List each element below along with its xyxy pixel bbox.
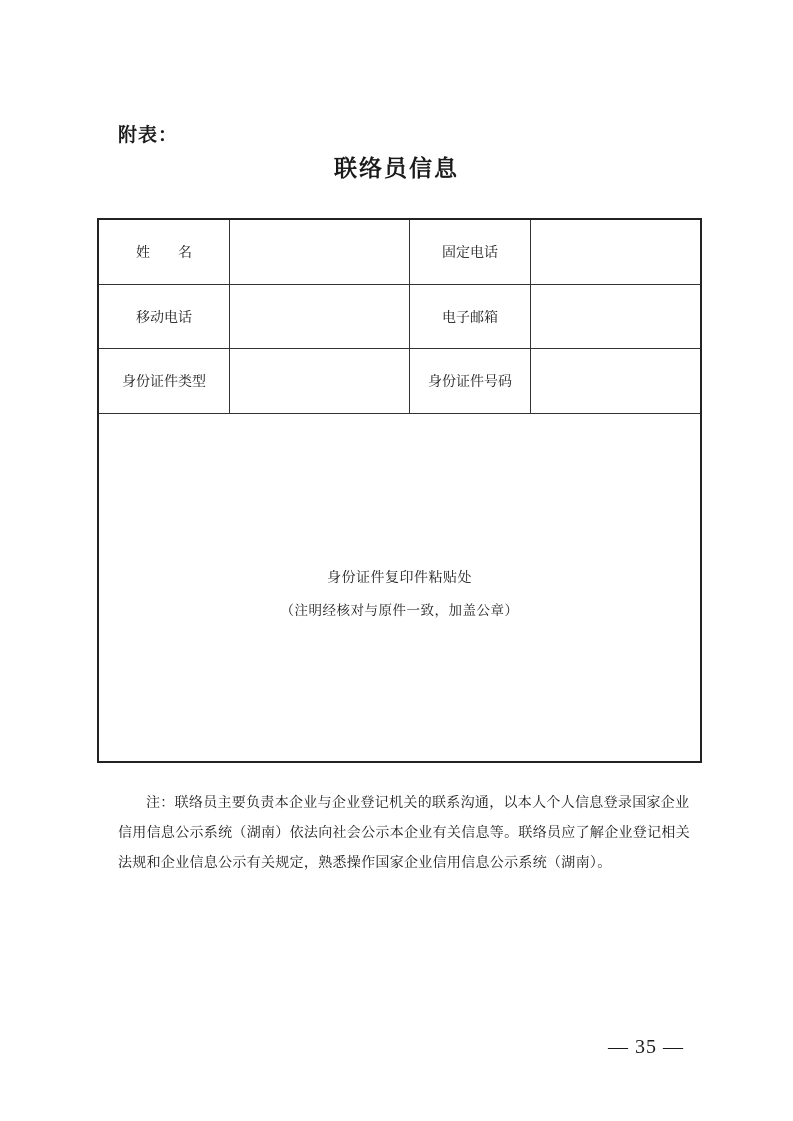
name-field[interactable] [230,220,410,284]
form-row-contact [99,284,700,349]
contact-info-form [97,218,702,763]
id-copy-paste-area [99,413,700,761]
landline-field[interactable] [531,220,700,284]
mobile-field[interactable] [230,285,410,349]
footnote [118,788,698,878]
id-number-field[interactable] [531,349,700,413]
paste-area-label: 身份证件复印件粘贴处 [327,570,472,586]
landline-label: 固定电话 [410,220,531,284]
form-row-id [99,348,700,414]
footnote-line: 信用信息公示系统（湖南）依法向社会公示本企业有关信息等。联络员应了解企业登记相关 [118,825,690,841]
id-type-label: 身份证件类型 [99,349,230,413]
mobile-label: 移动电话 [99,285,230,349]
email-label: 电子邮箱 [410,285,531,349]
page-number: — 35 — [608,1036,684,1058]
id-type-field[interactable] [230,349,410,413]
footnote-line: 注：联络员主要负责本企业与企业登记机关的联系沟通，以本人个人信息登录国家企业 [146,795,690,811]
attachment-label: 附表： [118,124,179,146]
footnote-line: 法规和企业信息公示有关规定，熟悉操作国家企业信用信息公示系统（湖南）。 [118,855,612,871]
name-label: 姓 名 [99,220,230,284]
paste-area-note: （注明经核对与原件一致，加盖公章） [280,603,519,619]
page-title: 联络员信息 [334,156,459,182]
id-number-label: 身份证件号码 [410,349,531,413]
form-row-name [99,220,700,284]
email-field[interactable] [531,285,700,349]
